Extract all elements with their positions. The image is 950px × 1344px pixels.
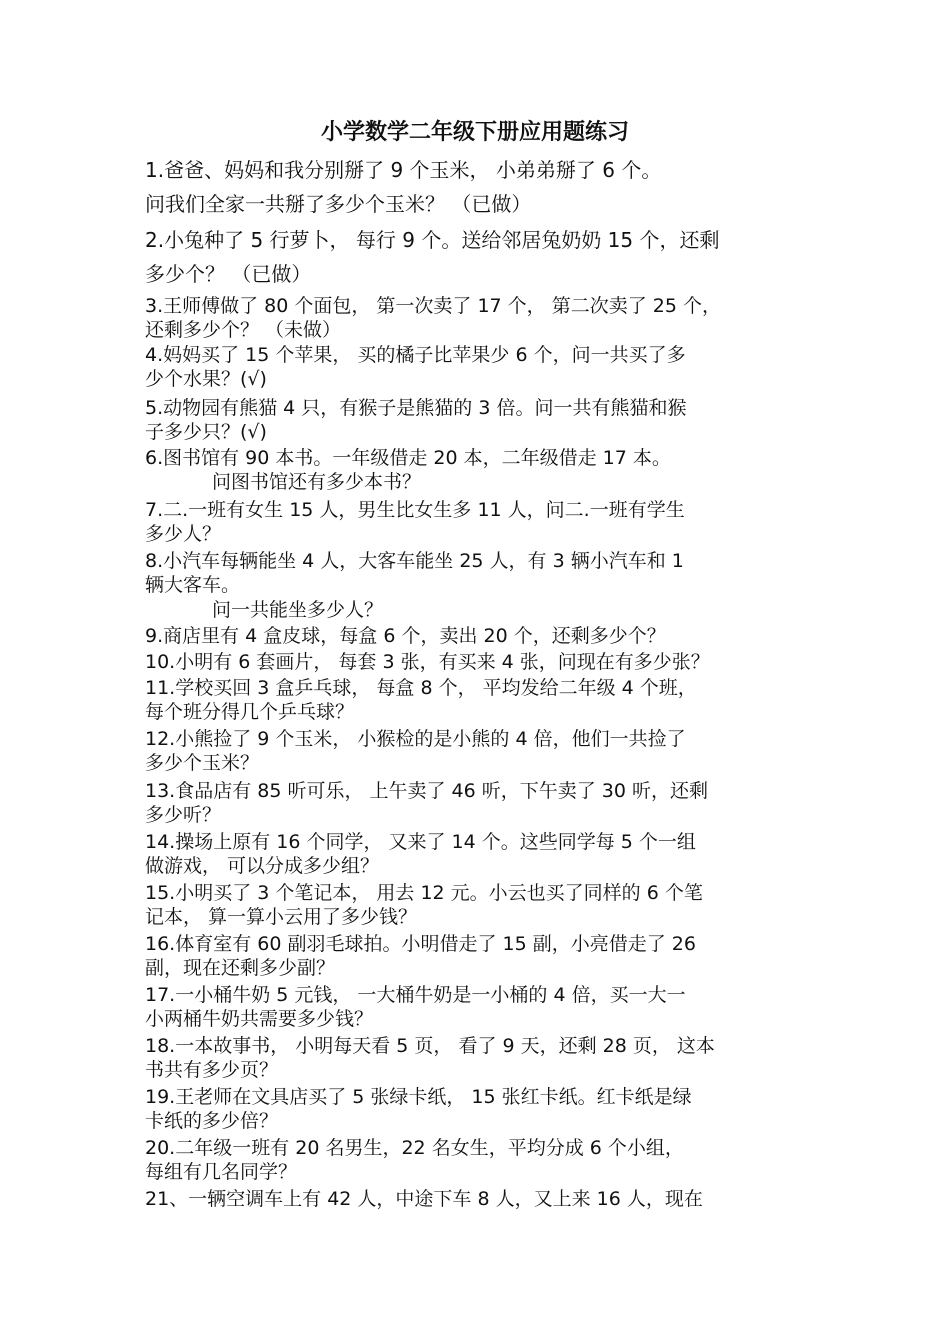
text-line: 做游戏， 可以分成多少组？ [145, 855, 380, 877]
text-line: 6.图书馆有 90 本书。一年级借走 20 本，二年级借走 17 本。 [145, 447, 671, 469]
text-line: 1.爸爸、妈妈和我分别掰了 9 个玉米， 小弟弟掰了 6 个。 [145, 158, 662, 182]
text-line: 4.妈妈买了 15 个苹果， 买的橘子比苹果少 6 个，问一共买了多 [145, 344, 686, 366]
text-line: 2.小兔种了 5 行萝卜， 每行 9 个。送给邻居兔奶奶 15 个，还剩 [145, 228, 720, 252]
page-title: 小学数学二年级下册应用题练习 [320, 120, 629, 145]
text-line: 20.二年级一班有 20 名男生，22 名女生，平均分成 6 个小组， [145, 1137, 684, 1159]
text-line: 5.动物园有熊猫 4 只，有猴子是熊猫的 3 倍。问一共有熊猫和猴 [145, 397, 687, 419]
text-line: 每组有几名同学？ [145, 1161, 298, 1183]
text-line: 问我们全家一共掰了多少个玉米？ （已做） [145, 192, 532, 216]
text-line: 8.小汽车每辆能坐 4 人，大客车能坐 25 人，有 3 辆小汽车和 1 [145, 550, 684, 572]
text-line: 12.小熊捡了 9 个玉米， 小猴检的是小熊的 4 倍，他们一共捡了 [145, 728, 686, 750]
text-line: 15.小明买了 3 个笔记本， 用去 12 元。小云也买了同样的 6 个笔 [145, 882, 703, 904]
text-line: 多少听？ [145, 804, 222, 826]
text-line: 14.操场上原有 16 个同学， 又来了 14 个。这些同学每 5 个一组 [145, 831, 696, 853]
text-line: 11.学校买回 3 盒乒乓球， 每盒 8 个， 平均发给二年级 4 个班， [145, 677, 697, 699]
text-line: 9.商店里有 4 盒皮球，每盒 6 个，卖出 20 个，还剩多少个？ [145, 625, 666, 647]
text-line: 7.二.一班有女生 15 人，男生比女生多 11 人，问二.一班有学生 [145, 499, 685, 521]
text-line: 还剩多少个？ （未做） [145, 319, 342, 341]
text-line: 每个班分得几个乒乓球？ [145, 701, 355, 723]
text-line: 卡纸的多少倍？ [145, 1110, 279, 1132]
text-line: 16.体育室有 60 副羽毛球拍。小明借走了 15 副，小亮借走了 26 [145, 933, 696, 955]
text-line: 21、一辆空调车上有 42 人，中途下车 8 人，又上来 16 人，现在 [145, 1188, 703, 1210]
text-line: 问图书馆还有多少本书？ [212, 471, 422, 493]
text-line: 3.王师傅做了 80 个面包， 第一次卖了 17 个， 第二次卖了 25 个， [145, 295, 721, 317]
text-line: 问一共能坐多少人？ [212, 599, 384, 621]
text-line: 18.一本故事书， 小明每天看 5 页， 看了 9 天，还剩 28 页， 这本 [145, 1035, 715, 1057]
text-line: 少个水果？(√) [145, 368, 267, 390]
text-line: 13.食品店有 85 听可乐， 上午卖了 46 听，下午卖了 30 听，还剩 [145, 780, 709, 802]
text-line: 多少人？ [145, 523, 222, 545]
text-line: 10.小明有 6 套画片， 每套 3 张，有买来 4 张，问现在有多少张？ [145, 651, 710, 673]
text-line: 记本， 算一算小云用了多少钱？ [145, 906, 418, 928]
text-line: 副，现在还剩多少副？ [145, 957, 336, 979]
text-line: 17.一小桶牛奶 5 元钱， 一大桶牛奶是一小桶的 4 倍，买一大一 [145, 984, 686, 1006]
text-line: 子多少只？(√) [145, 421, 267, 443]
text-line: 19.王老师在文具店买了 5 张绿卡纸， 15 张红卡纸。红卡纸是绿 [145, 1086, 692, 1108]
text-line: 书共有多少页？ [145, 1059, 279, 1081]
text-line: 辆大客车。 [145, 574, 241, 596]
text-line: 多少个？ （已做） [145, 262, 312, 286]
text-line: 多少个玉米？ [145, 752, 260, 774]
text-line: 小两桶牛奶共需要多少钱？ [145, 1008, 374, 1030]
